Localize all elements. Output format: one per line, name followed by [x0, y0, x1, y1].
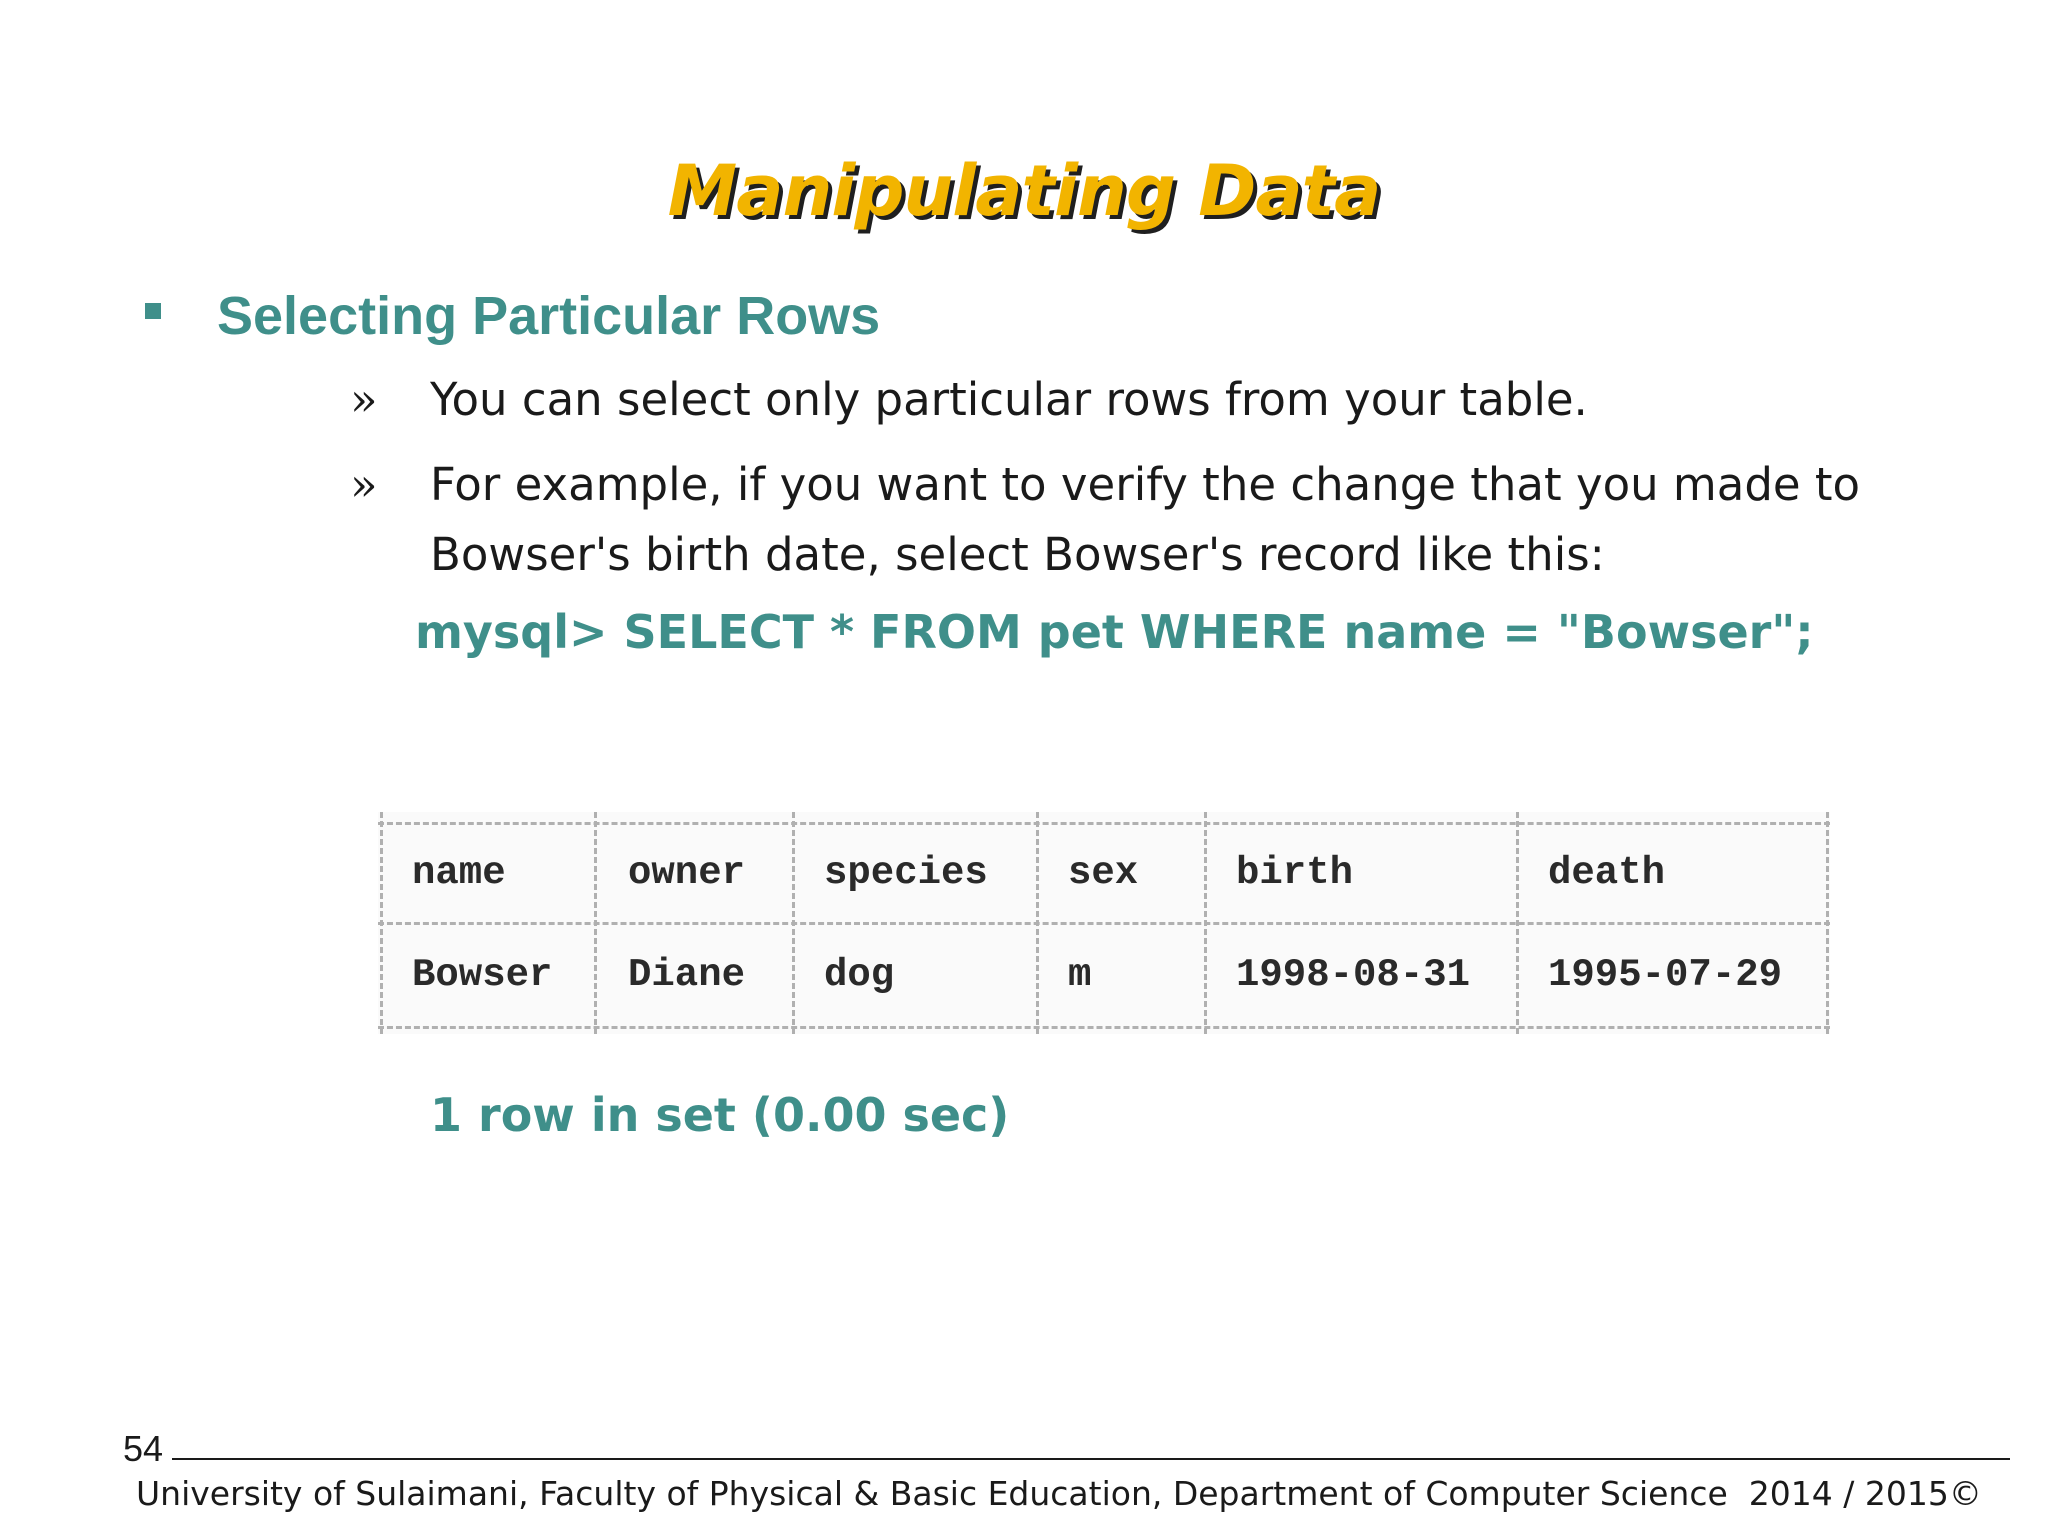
double-chevron-icon: » — [350, 373, 378, 426]
double-chevron-icon: » — [350, 458, 378, 511]
cell-birth: 1998-08-31 — [1236, 953, 1471, 997]
sub-item — [350, 365, 1950, 435]
cell-name: Bowser — [412, 953, 553, 997]
footer-text: University of Sulaimani, Faculty of Physical & Basic Education, Department of Computer Science 2014 / 2015© — [136, 1474, 1982, 1513]
slide-title: Manipulating Data — [667, 150, 1381, 232]
section-heading: Selecting Particular Rows — [217, 286, 881, 346]
cell-species: dog — [824, 953, 895, 997]
cell-sex: m — [1068, 953, 1092, 997]
cell-death: 1995-07-29 — [1548, 953, 1783, 997]
cell-owner: Diane — [628, 953, 746, 997]
header-cell-sex: sex — [1068, 851, 1139, 895]
sub-item-text: You can select only particular rows from your table. — [430, 373, 1588, 426]
result-table — [378, 812, 1830, 1034]
table-row — [378, 930, 1830, 1020]
header-cell-owner: owner — [628, 851, 746, 895]
header-cell-birth: birth — [1236, 851, 1354, 895]
sql-command: mysql> SELECT * FROM pet WHERE name = "Bowser"; — [415, 605, 1814, 659]
header-cell-death: death — [1548, 851, 1666, 895]
section-selecting-rows — [145, 285, 880, 347]
row-count-text: 1 row in set (0.00 sec) — [430, 1088, 1010, 1142]
header-cell-species: species — [824, 851, 988, 895]
sub-item-text: For example, if you want to verify the change that you made to Bowser's birth date, select Bowser's record like this: — [430, 458, 1861, 581]
page-number: 54 — [123, 1428, 164, 1469]
square-bullet-icon — [145, 303, 161, 319]
sub-item — [350, 450, 1950, 590]
header-cell-name: name — [412, 851, 506, 895]
table-header-row — [378, 828, 1830, 918]
footer-divider — [172, 1458, 2010, 1460]
